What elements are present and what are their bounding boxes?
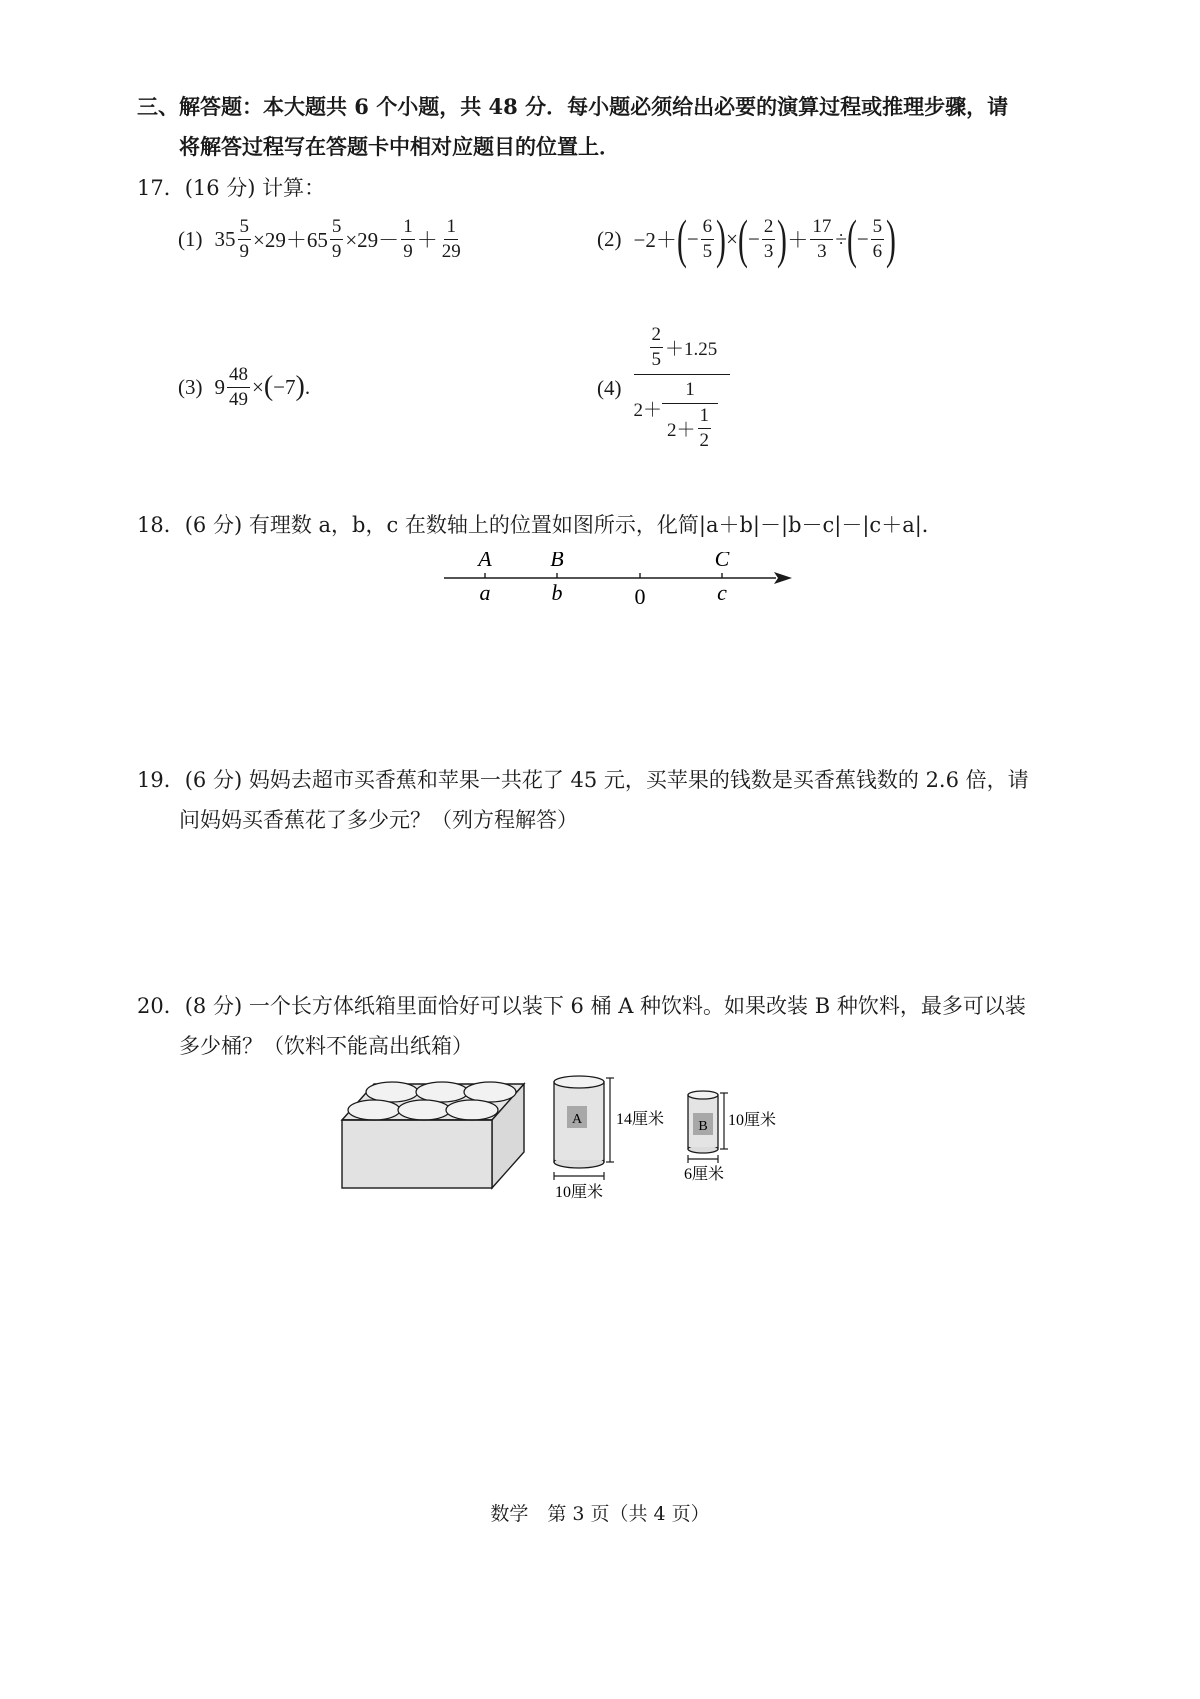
q17-part4-inner-frac — [698, 406, 712, 451]
point-C-label: C — [714, 552, 730, 571]
point-b-label: b — [551, 580, 563, 605]
can-b-top — [688, 1091, 718, 1099]
minus-sign: − — [686, 226, 699, 251]
q19-line2: 问妈妈买香蕉花了多少元？（列方程解答） — [179, 808, 578, 832]
q17-part4-top-rest: ＋1.25 — [665, 339, 718, 361]
can-a-height-label: 14厘米 — [616, 1111, 665, 1128]
page-footer: 数学 第 3 页（共 4 页） — [490, 1503, 710, 1525]
left-paren: ( — [676, 209, 687, 269]
q17-part3-term-a: 9 — [214, 374, 225, 399]
q17-part4-nested-den — [667, 404, 713, 451]
q17-part4-label: (4) — [597, 375, 622, 400]
right-paren: ) — [777, 209, 788, 269]
frac-denominator: 5 — [702, 240, 713, 262]
cardboard-box-figure — [338, 1078, 528, 1190]
q17-part2-frac1 — [701, 217, 715, 262]
frac-numerator: 1 — [685, 379, 695, 400]
q17-part2 — [597, 207, 896, 271]
q17-part1-frac2 — [330, 217, 344, 262]
frac-denominator: 9 — [403, 240, 413, 262]
origin-label: 0 — [634, 584, 646, 609]
frac-numerator: 1 — [698, 406, 712, 429]
can-b-height-label: 10厘米 — [728, 1112, 777, 1129]
point-c-label: c — [717, 580, 727, 605]
can-a-figure — [550, 1070, 690, 1205]
can-b-width-label: 6厘米 — [683, 1166, 725, 1183]
left-paren: ( — [846, 209, 857, 269]
q19-line1: 19．(6 分) 妈妈去超市买香蕉和苹果一共花了 45 元，买苹果的钱数是买香蕉钱数的 2.6 倍，请 — [137, 768, 1029, 792]
can-a-width-label: 10厘米 — [554, 1184, 604, 1201]
q17-part4-denominator — [634, 375, 719, 451]
can-b-figure — [682, 1085, 792, 1185]
frac-denominator: 9 — [239, 240, 249, 262]
frac-numerator: 5 — [330, 217, 344, 240]
q17-part4-complex-fraction — [634, 325, 730, 451]
q17-part2-term-b: × — [726, 226, 738, 251]
can-top — [366, 1082, 418, 1102]
q17-part2-term-c: ＋ — [787, 228, 809, 252]
q17-part2-frac4 — [871, 217, 885, 262]
frac-denominator: 3 — [817, 240, 827, 262]
point-B-label: B — [550, 552, 564, 571]
q17-part3-frac — [227, 365, 250, 410]
can-top — [348, 1100, 400, 1120]
q17-part4-nested-frac — [662, 379, 718, 451]
right-paren: ) — [295, 371, 305, 402]
frac-numerator: 1 — [444, 217, 458, 240]
right-paren: ) — [716, 209, 727, 269]
q17-part1 — [178, 212, 465, 266]
q17-part4-bot-b: 2＋ — [667, 419, 696, 441]
minus-sign: − — [856, 226, 869, 251]
q17-part4-numerator — [634, 325, 722, 374]
frac-numerator: 1 — [401, 217, 415, 240]
can-top — [464, 1082, 516, 1102]
q17-part2-frac2 — [762, 217, 776, 262]
section-heading-line2: 将解答过程写在答题卡中相对应题目的位置上． — [179, 134, 620, 159]
q17-part1-term-b: ×29＋65 — [253, 228, 328, 252]
frac-denominator: 3 — [763, 240, 774, 262]
q17-part2-term-a: −2＋ — [633, 228, 677, 252]
frac-numerator: 2 — [762, 217, 776, 240]
can-top — [398, 1100, 450, 1120]
q17-part1-frac4 — [440, 217, 463, 262]
q17-part3-label: (3) — [178, 374, 203, 399]
q17-part1-frac1 — [238, 217, 252, 262]
left-paren: ( — [738, 209, 748, 269]
left-paren: ( — [263, 371, 274, 402]
q17-part1-term-d: ＋ — [416, 228, 438, 252]
q20-line1: 20．(8 分) 一个长方体纸箱里面恰好可以装下 6 桶 A 种饮料。如果改装 B 种饮料，最多可以装 — [137, 994, 1026, 1018]
frac-denominator: 6 — [872, 240, 883, 262]
can-a-top — [554, 1076, 604, 1088]
box-front-cover — [343, 1121, 491, 1187]
q17-part2-frac3 — [810, 217, 833, 262]
frac-numerator: 5 — [238, 217, 252, 240]
q17-part3-term-d: . — [304, 374, 311, 399]
point-A-label: A — [478, 552, 492, 571]
q17-part2-term-d: ÷ — [835, 226, 847, 251]
frac-denominator: 5 — [651, 349, 661, 371]
can-top — [446, 1100, 498, 1120]
point-a-label: a — [479, 580, 491, 605]
can-b-label: B — [698, 1119, 708, 1134]
arrow-icon — [774, 572, 792, 584]
q20-line2: 多少桶？（饮料不能高出纸箱） — [179, 1034, 473, 1058]
q17-header: 17．(16 分) 计算： — [137, 176, 326, 200]
q17-part1-frac3 — [401, 217, 415, 262]
q17-part2-label: (2) — [597, 226, 622, 251]
can-a-label: A — [571, 1112, 583, 1127]
can-top — [416, 1082, 468, 1102]
frac-numerator: 48 — [227, 365, 250, 388]
section-heading-line1: 三、解答题：本大题共 6 个小题，共 48 分．每小题必须给出必要的演算过程或推理步骤，请 — [137, 94, 1009, 119]
q17-part4-top-frac — [650, 325, 664, 370]
q18-header: 18．(6 分) 有理数 a，b，c 在数轴上的位置如图所示，化简|a＋b|－|b－c|－|c＋a|． — [137, 513, 943, 537]
number-line-diagram — [440, 552, 800, 614]
frac-denominator: 29 — [441, 240, 461, 262]
q17-part4-bot-a: 2＋ — [633, 400, 663, 421]
q17-part1-term-a: 35 — [214, 226, 236, 251]
frac-numerator: 17 — [810, 217, 833, 240]
q17-part3-term-b: × — [252, 374, 264, 399]
q17-part1-term-c: ×29－ — [345, 228, 400, 252]
frac-numerator: 5 — [871, 217, 885, 240]
q17-part3 — [178, 360, 310, 414]
minus-sign: − — [747, 226, 760, 251]
right-paren: ) — [886, 209, 897, 269]
frac-denominator: 9 — [331, 240, 342, 262]
can-tops — [348, 1082, 516, 1120]
frac-numerator: 2 — [650, 325, 664, 348]
q17-part3-term-c: −7 — [273, 374, 296, 399]
q17-part1-label: (1) — [178, 226, 203, 251]
q17-part4 — [597, 322, 730, 454]
frac-denominator: 2 — [699, 429, 710, 451]
frac-denominator: 49 — [229, 388, 248, 410]
frac-numerator: 6 — [701, 217, 715, 240]
